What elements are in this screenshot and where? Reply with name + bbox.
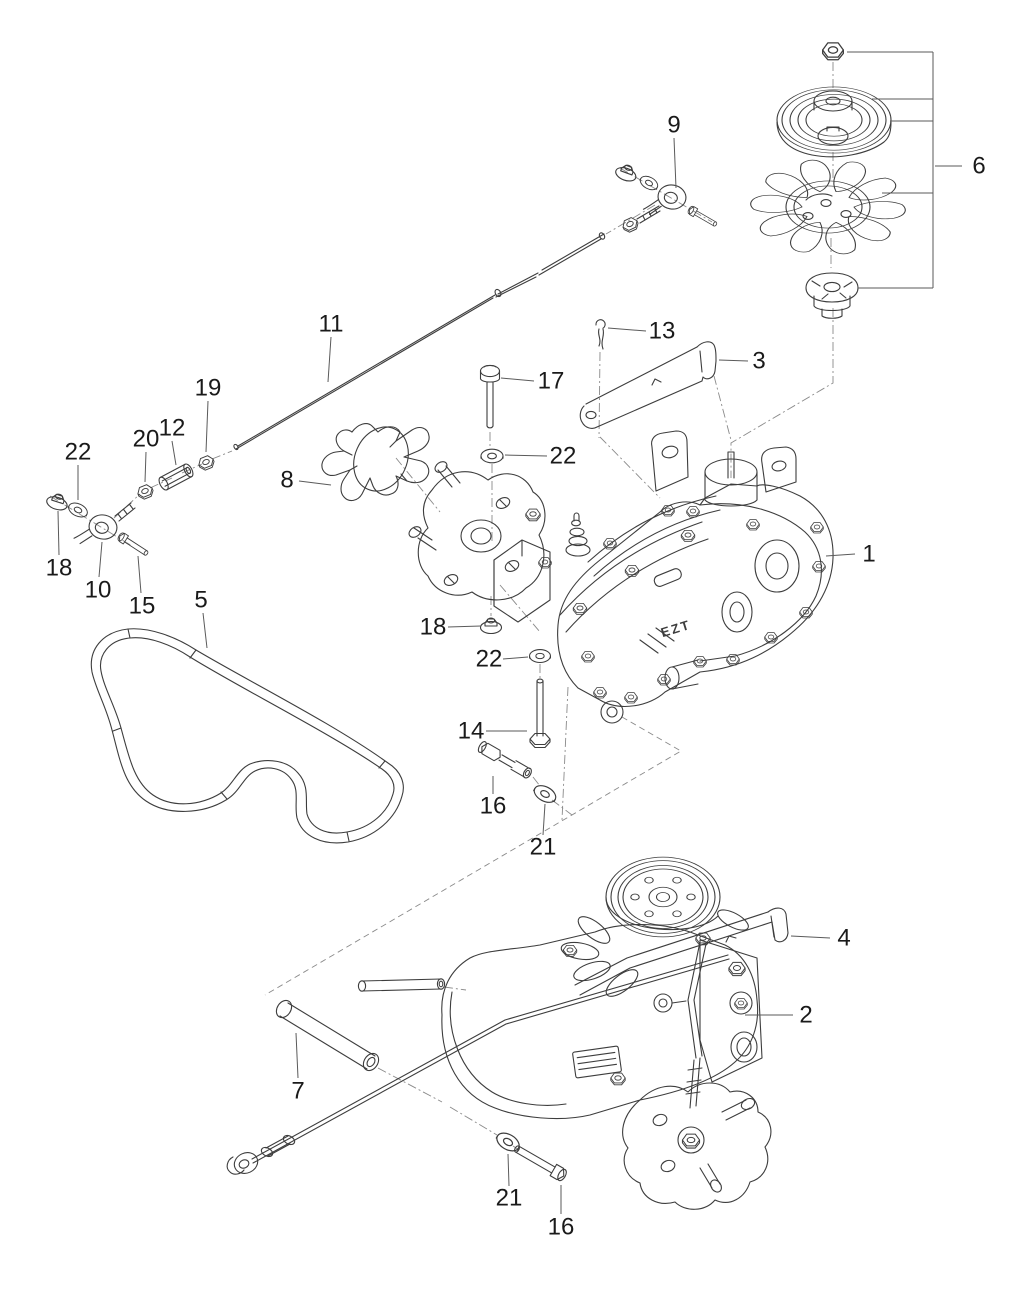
- callout-layer: [46, 52, 986, 1241]
- callout-18-leader: [448, 626, 481, 627]
- callout-22-leader: [503, 657, 528, 659]
- idle-bracket-3: [580, 342, 716, 429]
- port-face: [700, 940, 762, 1082]
- joint10-threaded-stud: [115, 503, 135, 521]
- installed-control-rod: [227, 955, 729, 1177]
- lower-housing-belly: [450, 992, 566, 1105]
- callout-11-leader: [328, 337, 331, 382]
- bracket3-centerline: [599, 352, 731, 498]
- callout-label-c18b: 18: [419, 613, 447, 641]
- callout-label-c11: 11: [318, 310, 344, 338]
- callout-label-c20: 20: [132, 425, 160, 453]
- callout-label-c22a: 22: [64, 438, 92, 466]
- callout-13-leader: [608, 328, 646, 331]
- spacer-tube-background: [358, 979, 444, 991]
- mid-fastener-centerlines: [491, 596, 572, 815]
- cooling-fan: [751, 158, 906, 256]
- cotter-pin-13: [596, 320, 605, 349]
- callout-5-leader: [203, 613, 207, 648]
- idle-bracket-4: [575, 908, 788, 995]
- callout-1-leader: [826, 554, 855, 556]
- projection-diagonals: [265, 717, 681, 995]
- callout-15-leader: [138, 556, 141, 593]
- bolt-16-mid: [477, 740, 534, 780]
- bolt-16-bottom: [512, 1142, 568, 1182]
- lower-fan: [560, 906, 751, 1001]
- callout-label-c19: 19: [194, 374, 222, 402]
- callout-label-c15: 15: [128, 592, 156, 620]
- washer-22-mid: [530, 650, 551, 663]
- callout-label-c5: 5: [194, 586, 208, 614]
- joint9-pivot-bolt: [687, 205, 719, 229]
- callout-9-leader: [674, 138, 676, 188]
- callout-label-c6: 6: [972, 152, 986, 180]
- callout-label-c12: 12: [158, 414, 186, 442]
- ball-joint-assembly-9: [614, 162, 719, 234]
- nut-20: [136, 483, 155, 500]
- flange-nut-18-left: [45, 491, 70, 512]
- callout-label-c4: 4: [837, 924, 851, 952]
- upper-transaxle-1: [407, 431, 833, 723]
- wheel-hub: [407, 460, 545, 600]
- callout-20-leader: [145, 452, 146, 482]
- callout-label-c22c: 22: [475, 645, 503, 673]
- fan-hub: [806, 273, 858, 318]
- mount-foot-lug: [601, 701, 623, 723]
- projection-lines: [265, 717, 681, 995]
- frame-arm-upper: [588, 496, 720, 576]
- hub-axis-centerline: [396, 458, 540, 632]
- callout-8-leader: [299, 481, 331, 485]
- callout-label-c7: 7: [291, 1077, 305, 1105]
- callout-22-leader: [505, 455, 547, 456]
- left-linkage-chain: [45, 454, 216, 558]
- frame-arm-lower: [560, 522, 708, 632]
- callout-label-c21b: 21: [495, 1184, 523, 1212]
- callout-10-leader: [99, 542, 102, 577]
- bolt-15: [117, 532, 150, 558]
- callout-label-c16a: 16: [479, 792, 507, 820]
- callout-7-leader: [296, 1033, 298, 1078]
- callout-12-leader: [172, 441, 176, 465]
- callout-label-c21a: 21: [529, 833, 557, 861]
- fan-pulley-kit: [751, 43, 906, 318]
- joint9-flange-nut: [614, 162, 639, 184]
- drive-belt-5: [91, 629, 403, 843]
- input-pulley: [777, 87, 891, 157]
- axle-boss: [755, 540, 799, 592]
- callout-18-leader: [58, 511, 59, 555]
- callout-3-leader: [719, 360, 748, 361]
- callout-17-leader: [501, 378, 534, 381]
- upper-left-ear: [652, 431, 688, 491]
- projection-vertical: [562, 687, 568, 820]
- vent-bellows: [566, 513, 590, 556]
- housing-flange-line: [700, 504, 821, 661]
- callout-label-c18a: 18: [45, 554, 73, 582]
- callout-label-c14: 14: [457, 717, 485, 745]
- callout-21-leader: [508, 1154, 509, 1186]
- star-plate-8: [322, 418, 429, 500]
- callout-label-c9: 9: [667, 111, 681, 139]
- callout-19-leader: [206, 401, 208, 452]
- bolt-17: [481, 365, 500, 427]
- callout-label-c17: 17: [537, 367, 565, 395]
- callout-label-c13: 13: [648, 317, 676, 345]
- callout-label-c3: 3: [752, 347, 766, 375]
- flange-nut-18-mid: [481, 618, 502, 633]
- ball-joint-10: [73, 510, 119, 551]
- washer-22-under-17: [481, 449, 503, 463]
- control-rod-11: [233, 232, 606, 450]
- kit-nut: [823, 43, 844, 60]
- lower-housing-outline: [442, 925, 758, 1119]
- nut-19: [197, 454, 216, 471]
- bolt17-centerline: [490, 432, 492, 542]
- washer-22-left: [66, 500, 89, 519]
- housing-marking-text: EZT: [659, 616, 693, 641]
- fan-kit-centerline: [731, 62, 833, 478]
- callout-label-c2: 2: [799, 1001, 813, 1029]
- callout-label-c16b: 16: [547, 1213, 575, 1241]
- tube-centerline: [444, 987, 466, 990]
- spacer-12: [157, 463, 195, 492]
- callout-4-leader: [791, 936, 830, 938]
- bolt-14: [530, 679, 550, 747]
- callout-label-c10: 10: [84, 576, 112, 604]
- callout-label-c22b: 22: [549, 442, 577, 470]
- callout-21-leader: [543, 804, 545, 835]
- callout-label-c1: 1: [862, 540, 876, 568]
- spacer-tube-7: [273, 998, 381, 1074]
- callout-label-c8: 8: [280, 466, 294, 494]
